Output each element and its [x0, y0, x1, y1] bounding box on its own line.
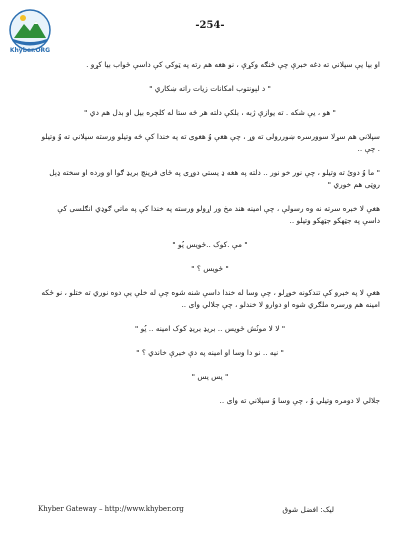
document-body	[40, 59, 380, 407]
paragraph: " ما وُ دوئ ته وتيلو ، چې نور خو نور .. دلته په هغه ډ يستي دوړی په ځای فرينچ بريډ ګوا او ورده او سخته ډېل روټی هم خوري "	[49, 168, 380, 189]
paragraph: " لا لا مونُش ځويس .. بريډ بريډ کوک امينه .. يُو "	[134, 324, 286, 333]
footer-author: لیک: افضل شوق	[282, 505, 334, 514]
paragraph: " يس يس "	[191, 372, 229, 381]
paragraph: " ځويس ؟ "	[191, 264, 229, 273]
paragraph: هغې لا په خبرو کې تندکونه خوړلو ، چې وسا له خندا داسې شنه شوه چې له خلې يې دوه نوري ته ختلو ، نو ځکه امينه هم ورسره ملګري شوه او دوارو لا خندلو ، چې جلالي وای ..	[41, 288, 380, 309]
footer-website: Khyber Gateway – http://www.khyber.org	[38, 505, 184, 513]
paragraph: جلالي لا دومره وتيلي وُ ، چې وسا وُ سپلاني ته وای ..	[219, 396, 380, 405]
paragraph: " نيه .. نو دا وسا او امينه په دې خبرې خاندي ؟ "	[136, 348, 284, 357]
page-number: -254-	[195, 20, 225, 31]
paragraph: هغې لا خبره سرته نه وه رسولې ، چې امينه هند مخ ور اړولو ورسته په خندا کې په ماتي ګوډي انګلسی کې داسې په جټهکو جټهکو وتيلو ..	[57, 204, 380, 225]
paragraph: " هو ، يې شکه . ته يوازې ژبه ، بلکې دلته هر څه ستا له کلچره بيل او بدل هم دي "	[84, 108, 336, 117]
logo-label: Khyber.ORG	[9, 47, 51, 54]
paragraph: سپلاني هم سړلا سوورسره ښوررولی ته وړ ، چې هغې وُ هغوی ته په خندا کې څه وتيلو ورسته سپلاني ته وُ وتيلو . چې ..	[41, 132, 380, 153]
paragraph: او بيا يې سپلاني ته دغه خبرې چې څنګه وکړې ، نو هغه هم رته په ټوکي کې داسې ځواب بيا کړو .	[86, 60, 380, 69]
paragraph: " مې .کوک ..ځويس يُو "	[172, 240, 248, 249]
paragraph: " د لېونتوب امکانات زيات راته ښکاري "	[149, 84, 271, 93]
